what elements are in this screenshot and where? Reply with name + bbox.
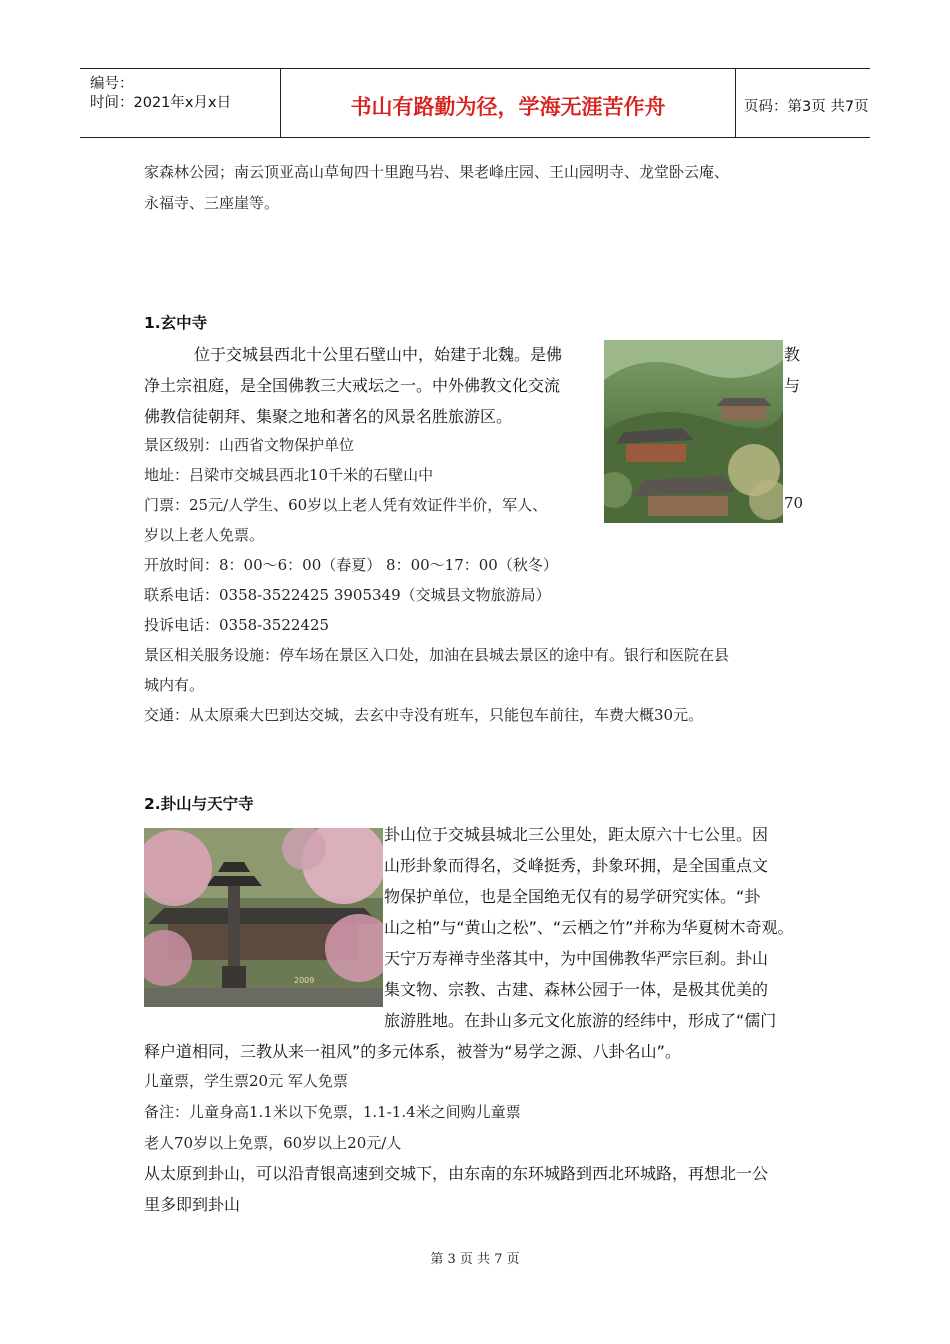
doc-date: 时间：2021年x月x日 (90, 95, 232, 111)
header-page-info: 页码：第3页 共7页 (744, 99, 869, 115)
section-1-phone: 联系电话：0358-3522425 3905349（交城县文物旅游局） (144, 586, 551, 604)
section-1-ticket-line-1: 门票：25元/人学生、60岁以上老人凭有效证件半价，军人、 (144, 496, 548, 514)
section-2-text-line-3: 物保护单位，也是全国绝无仅有的易学研究实体。“卦 (384, 887, 761, 906)
section-2-text-line-4: 山之柏”与“黄山之松”、“云栖之竹”并称为华夏树木奇观。 (384, 918, 794, 937)
section-2-elderly: 老人70岁以上免票，60岁以上20元/人 (144, 1134, 402, 1152)
section-1-address: 地址：吕梁市交城县西北10千米的石壁山中 (144, 466, 434, 484)
section-1-services-line-2: 城内有。 (144, 676, 205, 694)
section-1-text-line-1: 位于交城县西北十公里石壁山中，始建于北魏。是佛 (194, 345, 563, 364)
section-1-level: 景区级别：山西省文物保护单位 (144, 436, 355, 454)
section-1-title: 1.玄中寺 (144, 314, 208, 332)
doc-number-label: 编号： (90, 76, 134, 92)
svg-text:2009: 2009 (294, 976, 315, 985)
section-2-text-line-5: 天宁万寿禅寺坐落其中，为中国佛教华严宗巨刹。卦山 (384, 949, 769, 968)
section-1-services-line-1: 景区相关服务设施：停车场在景区入口处，加油在县城去景区的途中有。银行和医院在县 (144, 646, 730, 664)
section-2-title: 2.卦山与天宁寺 (144, 795, 254, 813)
section-2-text-line-6: 集文物、宗教、古建、森林公园于一体，是极其优美的 (384, 980, 769, 999)
header-motto: 书山有路勤为径，学海无涯苦作舟 (350, 95, 666, 119)
page-header (80, 68, 870, 138)
section-2-note: 备注：儿童身高1.1米以下免票，1.1-1.4米之间购儿童票 (144, 1103, 521, 1121)
section-1-text-line-1-end: 教 (784, 345, 801, 364)
section-1-hours: 开放时间：8：00～6：00（春夏） 8：00～17：00（秋冬） (144, 556, 558, 574)
section-2-route-line-2: 里多即到卦山 (144, 1195, 241, 1214)
section-2-text-line-1: 卦山位于交城县城北三公里处，距太原六十七公里。因 (384, 825, 769, 844)
intro-line-1: 家森林公园；南云顶亚高山草甸四十里跑马岩、果老峰庄园、王山园明寺、龙堂卧云庵、 (144, 163, 730, 181)
section-1-text-line-2: 净土宗祖庭，是全国佛教三大戒坛之一。中外佛教文化交流 (144, 376, 561, 395)
section-1-ticket-line-1-end: 70 (784, 494, 804, 512)
section-1-transport: 交通：从太原乘大巴到达交城，去玄中寺没有班车，只能包车前往，车费大概30元。 (144, 706, 704, 724)
section-2-text-line-7: 旅游胜地。在卦山多元文化旅游的经纬中，形成了“儒门 (384, 1011, 777, 1030)
section-1-ticket-line-2: 岁以上老人免票。 (144, 526, 265, 544)
section-2-route-line-1: 从太原到卦山，可以沿青银高速到交城下，由东南的东环城路到西北环城路，再想北一公 (144, 1164, 769, 1183)
section-1-text-line-3: 佛教信徒朝拜、集聚之地和著名的风景名胜旅游区。 (144, 407, 513, 426)
section-2-text-line-8: 释户道相同，三教从来一祖风”的多元体系，被誉为“易学之源、八卦名山”。 (144, 1042, 681, 1061)
section-2-text-line-2: 山形卦象而得名，爻峰挺秀，卦象环拥，是全国重点文 (384, 856, 769, 875)
guashan-temple-photo (144, 828, 383, 1007)
section-1-complaint-phone: 投诉电话：0358-3522425 (144, 616, 330, 634)
intro-line-2: 永福寺、三座崖等。 (144, 194, 280, 212)
header-meta-cell (80, 69, 280, 137)
header-motto-cell (280, 69, 736, 137)
xuanzhong-temple-photo (604, 340, 783, 523)
section-2-ticket: 儿童票，学生票20元 军人免票 (144, 1072, 348, 1090)
page-footer: 第 3 页 共 7 页 (430, 1252, 520, 1267)
header-page-cell (736, 69, 870, 137)
section-1-text-line-2-end: 与 (784, 376, 801, 395)
